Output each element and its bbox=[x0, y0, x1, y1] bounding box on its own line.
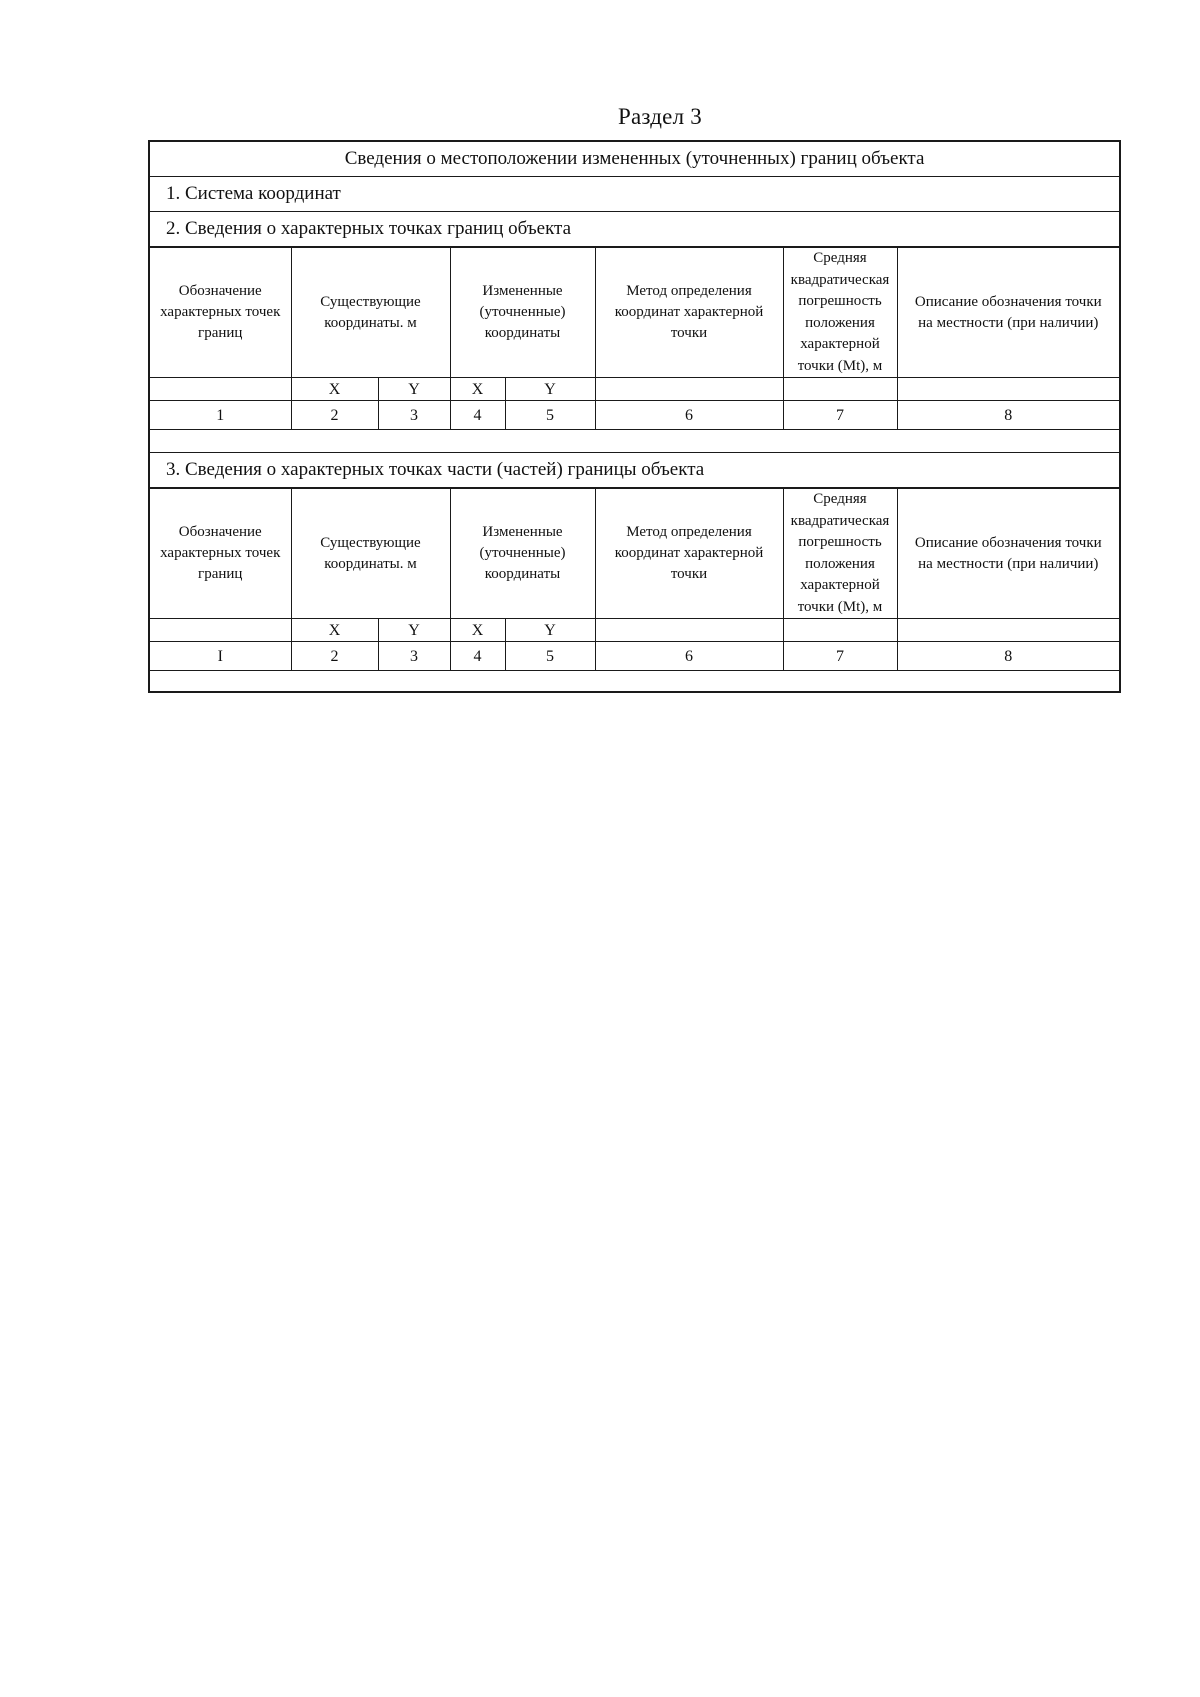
subheader-changed-y: Y bbox=[505, 378, 595, 401]
column-number: 2 bbox=[291, 401, 378, 430]
subheader-existing-x: X bbox=[291, 378, 378, 401]
subheader-empty bbox=[783, 378, 897, 401]
column-number: 5 bbox=[505, 642, 595, 671]
column-header-description: Описание обозначения точки на местности (при наличии) bbox=[897, 247, 1120, 378]
subheader-existing-y: Y bbox=[378, 619, 450, 642]
column-number: 3 bbox=[378, 401, 450, 430]
column-number: 3 bbox=[378, 642, 450, 671]
subheader-empty bbox=[149, 378, 291, 401]
subheader-changed-y: Y bbox=[505, 619, 595, 642]
table-banner: Сведения о местоположении измененных (уточненных) границ объекта bbox=[149, 141, 1120, 177]
empty-data-row bbox=[149, 430, 1120, 453]
column-number: 7 bbox=[783, 401, 897, 430]
column-number: 8 bbox=[897, 642, 1120, 671]
column-header-method: Метод определения координат характерной точки bbox=[595, 488, 783, 619]
column-number: 7 bbox=[783, 642, 897, 671]
subheader-empty bbox=[897, 378, 1120, 401]
subheader-empty bbox=[783, 619, 897, 642]
column-header-changed-coordinates: Измененные (уточненные) координаты bbox=[450, 488, 595, 619]
empty-data-row bbox=[149, 671, 1120, 693]
column-header-designation: Обозначение характерных точек границ bbox=[149, 488, 291, 619]
section-boundary-points: 2. Сведения о характерных точках границ объекта bbox=[149, 212, 1120, 248]
column-header-description: Описание обозначения точки на местности (при наличии) bbox=[897, 488, 1120, 619]
subheader-empty bbox=[595, 619, 783, 642]
column-header-existing-coordinates: Существующие координаты. м bbox=[291, 247, 450, 378]
subheader-existing-y: Y bbox=[378, 378, 450, 401]
column-number: 1 bbox=[149, 401, 291, 430]
column-number: 6 bbox=[595, 401, 783, 430]
subheader-empty bbox=[897, 619, 1120, 642]
column-number: 5 bbox=[505, 401, 595, 430]
subheader-existing-x: X bbox=[291, 619, 378, 642]
column-number: 6 bbox=[595, 642, 783, 671]
column-header-changed-coordinates: Измененные (уточненные) координаты bbox=[450, 247, 595, 378]
column-header-existing-coordinates: Существующие координаты. м bbox=[291, 488, 450, 619]
boundary-coordinates-table bbox=[148, 140, 1121, 693]
subheader-empty bbox=[149, 619, 291, 642]
column-header-designation: Обозначение характерных точек границ bbox=[149, 247, 291, 378]
column-number: 2 bbox=[291, 642, 378, 671]
column-header-accuracy: Средняя квадратическая погрешность положения характерной точки (Mt), м bbox=[783, 488, 897, 619]
subheader-changed-x: X bbox=[450, 378, 505, 401]
page-title: Раздел 3 bbox=[618, 104, 702, 129]
column-header-accuracy: Средняя квадратическая погрешность положения характерной точки (Mt), м bbox=[783, 247, 897, 378]
subheader-changed-x: X bbox=[450, 619, 505, 642]
column-header-method: Метод определения координат характерной точки bbox=[595, 247, 783, 378]
column-number: 8 bbox=[897, 401, 1120, 430]
column-number: 4 bbox=[450, 401, 505, 430]
column-number: 4 bbox=[450, 642, 505, 671]
section-coordinate-system: 1. Система координат bbox=[149, 177, 1120, 212]
section-partial-boundary-points: 3. Сведения о характерных точках части (частей) границы объекта bbox=[149, 453, 1120, 489]
column-number: I bbox=[149, 642, 291, 671]
subheader-empty bbox=[595, 378, 783, 401]
